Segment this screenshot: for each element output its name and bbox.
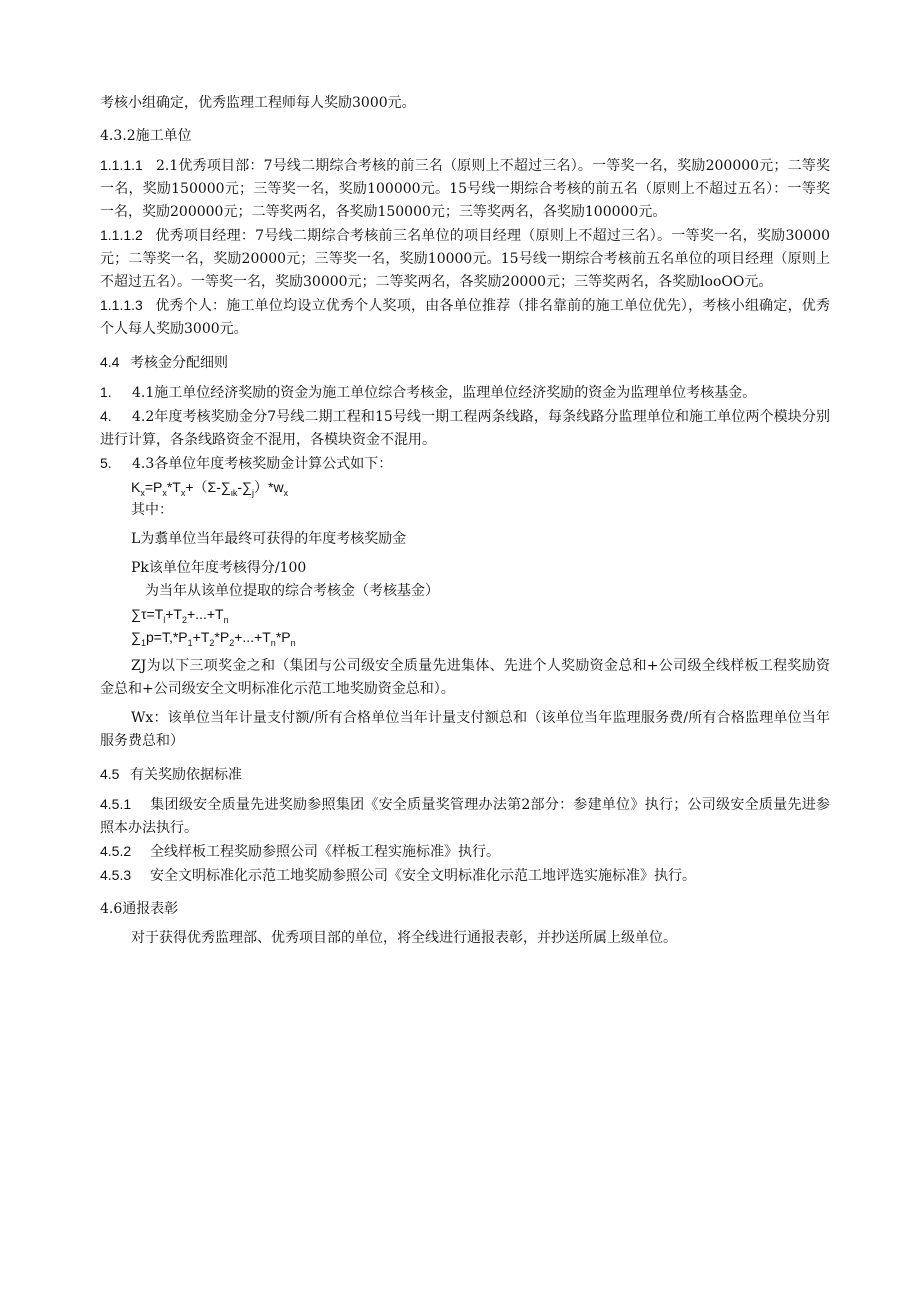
clause-text: 2.1优秀项目部：7号线二期综合考核的前三名（原则上不超过三名）。一等奖一名，奖励200000元；二等奖一名，奖励150000元；三等奖一名，奖励100000元。15号线一期综合考核的前五名（原则上不超过五名）：一等奖一名，奖励200000元；二等奖两名，各奖励150000元；三等奖两名，各奖励100000元。 [100,158,830,220]
list-text: 4.2年度考核奖励金分7号线二期工程和15号线一期工程两条线路，每条线路分监理单位和施工单位两个模块分别进行计算，各条线路资金不混用，各模块资金不混用。 [100,409,830,448]
formula-sum-t: $\sum\tau=T_l+T_2+...+T_n$ [131,606,229,625]
list-text: 4.3各单位年度考核奖励金计算公式如下： [132,456,393,472]
clause-number: 1.1.1.1 [100,157,143,173]
heading-number: 4.4 [100,354,120,370]
clause-number: 4.5.1 [100,796,132,812]
heading-4-6: 4.6通报表彰 [100,901,179,917]
clause-text: 优秀个人：施工单位均设立优秀个人奖项，由各单位推荐（排名靠前的施工单位优先），考核小组确定，优秀个人每人奖励3000元。 [100,298,830,337]
heading-4-5 [100,763,830,787]
definition-l: L为翥单位当年最终可获得的年度考核奖励金 [131,531,407,547]
list-item-fund-split [100,405,830,452]
clause-4-5-1 [100,793,830,840]
definition-pk: Pk该单位年度考核得分/100 [131,560,307,576]
text-qizhong: 其中： [131,502,173,518]
paragraph-supervisor-award-end: 考核小组确定，优秀监理工程师每人奖励3000元。 [100,95,416,111]
clause-text: 优秀项目经理：7号线二期综合考核前三名单位的项目经理（原则上不超过三名）。一等奖一名，奖励30000元；二等奖一名，奖励20000元；三等奖一名，奖励10000元。15号线一期综合考核前五名单位的项目经理（原则上不超过五名）。一等奖一名，奖励30000元；二等奖两名，各奖励20000元；三等奖两名，各奖励looOO元。 [100,228,830,290]
document-page [100,92,830,950]
clause-excellent-project-manager [100,224,830,294]
formula-kx: $K_x=P_x*T_x+(\Sigma-\sum_{\iota k}-\sum_j)*w_x$ [131,479,289,498]
clause-4-5-2 [100,840,830,864]
clause-number: 1.1.1.3 [100,297,143,313]
clause-excellent-individual [100,294,830,341]
heading-number: 4.5 [100,766,120,782]
clause-number: 4.5.2 [100,843,132,859]
clause-4-5-3 [100,864,830,888]
definition-t: 为当年从该单位提取的综合考核金（考核基金） [145,583,439,599]
clause-number: 4.5.3 [100,867,132,883]
list-number: 5. [100,455,112,471]
formula-sum-p: $\sum_1p=T,*P_1+T_2*P_2+...+T_n*P_n$ [131,629,296,648]
clause-number: 1.1.1.2 [100,227,143,243]
heading-4-3-2: 4.3.2施工单位 [100,128,192,144]
heading-4-4 [100,351,830,375]
clause-text: 全线样板工程奖励参照公司《样板工程实施标准》执行。 [150,844,500,860]
list-number: 4. [100,408,112,424]
list-item-formula-intro [100,452,830,476]
heading-text: 有关奖励依据标准 [130,767,242,783]
clause-excellent-project-dept [100,154,830,224]
list-number: 1. [100,384,112,400]
clause-text: 集团级安全质量先进奖励参照集团《安全质量奖管理办法第2部分：参建单位》执行；公司级安全质量先进参照本办法执行。 [100,797,830,836]
list-text: 4.1施工单位经济奖励的资金为施工单位综合考核金，监理单位经济奖励的资金为监理单位考核基金。 [132,385,757,401]
paragraph-commendation: 对于获得优秀监理部、优秀项目部的单位，将全线进行通报表彰，并抄送所属上级单位。 [131,930,677,946]
list-item-fund-source [100,381,830,405]
definition-wx: Wx：该单位当年计量支付额/所有合格单位当年计量支付额总和（该单位当年监理服务费/所有合格监理单位当年服务费总和） [100,710,830,749]
heading-text: 考核金分配细则 [130,355,228,371]
definition-zj: ZJ为以下三项奖金之和（集团与公司级安全质量先进集体、先进个人奖励资金总和+公司级全线样板工程奖励资金总和+公司级安全文明标准化示范工地奖励资金总和）。 [100,658,830,697]
clause-text: 安全文明标准化示范工地奖励参照公司《安全文明标准化示范工地评选实施标准》执行。 [150,868,696,884]
